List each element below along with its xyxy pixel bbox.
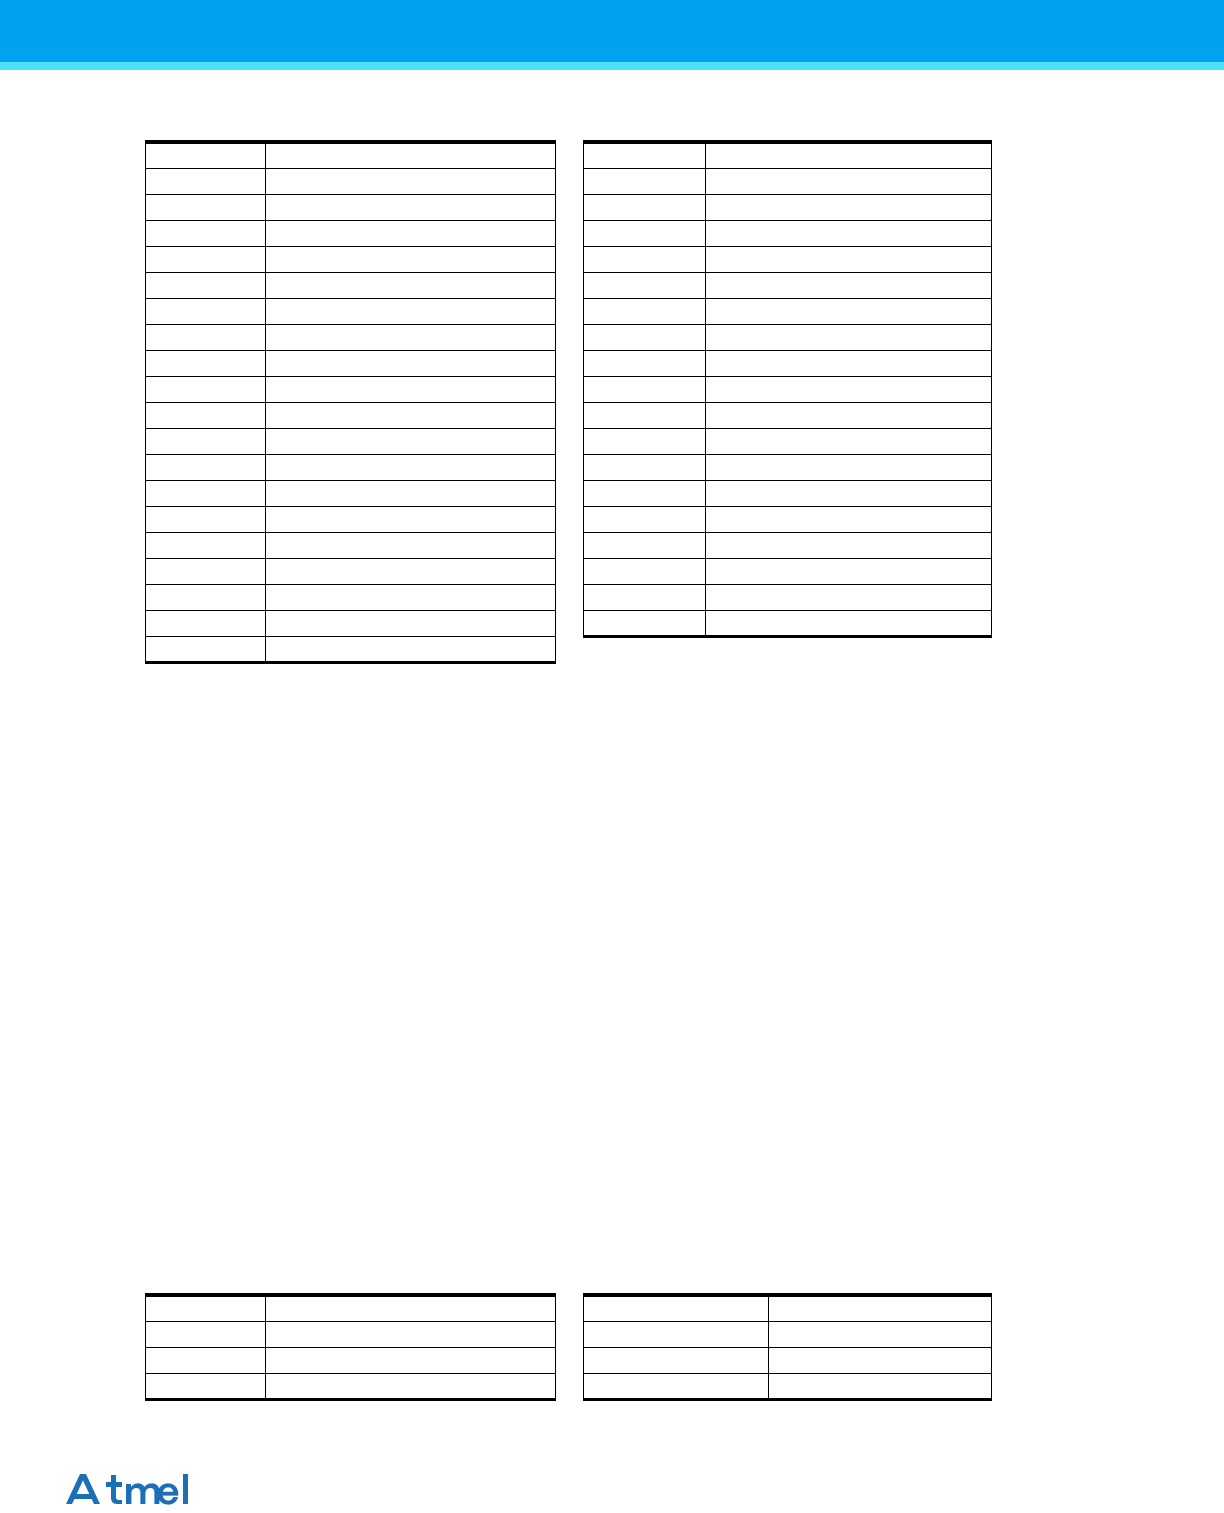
- table-cell: [146, 298, 266, 324]
- table-cell: [266, 350, 556, 376]
- table-cell: [266, 1373, 556, 1399]
- column-header: [146, 142, 266, 168]
- table-cell: [584, 402, 706, 428]
- table-cell: [769, 1321, 992, 1347]
- page-header-band: [0, 0, 1224, 62]
- table-cell: [266, 428, 556, 454]
- table-cell: [266, 168, 556, 194]
- table-cell: [146, 454, 266, 480]
- table-cell: [146, 506, 266, 532]
- table-row: [584, 376, 992, 402]
- table-row: [584, 272, 992, 298]
- table-lower-left: [145, 1293, 556, 1401]
- table-row: [146, 298, 556, 324]
- column-header: [584, 142, 706, 168]
- table-cell: [266, 480, 556, 506]
- column-header: [769, 1295, 992, 1321]
- table-cell: [266, 272, 556, 298]
- table-row: [146, 220, 556, 246]
- table-cell: [146, 376, 266, 402]
- table-row: [146, 1347, 556, 1373]
- table-row: [146, 402, 556, 428]
- table-row: [584, 506, 992, 532]
- table-cell: [146, 1321, 266, 1347]
- column-header: [266, 142, 556, 168]
- table-row: [584, 1347, 992, 1373]
- table-cell: [706, 298, 992, 324]
- table-row: [146, 428, 556, 454]
- table-cell: [584, 168, 706, 194]
- table-row: [584, 610, 992, 636]
- table-cell: [706, 402, 992, 428]
- table-row: [146, 558, 556, 584]
- column-header: [706, 142, 992, 168]
- page-header-underline: [0, 62, 1224, 70]
- table-cell: [584, 376, 706, 402]
- table-cell: [266, 246, 556, 272]
- table-cell: [706, 168, 992, 194]
- table-row: [146, 376, 556, 402]
- table-cell: [584, 506, 706, 532]
- table-cell: [266, 194, 556, 220]
- table-cell: [769, 1373, 992, 1399]
- table-row: [146, 1321, 556, 1347]
- table-row: [584, 350, 992, 376]
- table-row: [584, 324, 992, 350]
- table-cell: [584, 246, 706, 272]
- table-body: [584, 168, 992, 636]
- table-cell: [584, 220, 706, 246]
- table-cell: [584, 272, 706, 298]
- table-row: [584, 1321, 992, 1347]
- table-cell: [266, 584, 556, 610]
- table-cell: [266, 298, 556, 324]
- table-cell: [584, 610, 706, 636]
- table-row: [146, 1373, 556, 1399]
- atmel-logo: [62, 1470, 192, 1510]
- table-cell: [266, 532, 556, 558]
- table-cell: [146, 1373, 266, 1399]
- table-row: [584, 584, 992, 610]
- table-row: [584, 1373, 992, 1399]
- table-row: [146, 454, 556, 480]
- table-cell: [706, 194, 992, 220]
- table-cell: [706, 428, 992, 454]
- table-cell: [146, 584, 266, 610]
- table-row: [584, 298, 992, 324]
- table-lower-right: [583, 1293, 992, 1401]
- table-row: [146, 272, 556, 298]
- table-row: [146, 636, 556, 662]
- table-row: [146, 324, 556, 350]
- table-cell: [146, 220, 266, 246]
- table-header-row: [146, 1295, 556, 1321]
- table-cell: [584, 1347, 769, 1373]
- table-cell: [706, 610, 992, 636]
- table-cell: [584, 298, 706, 324]
- table-cell: [266, 402, 556, 428]
- table-cell: [146, 324, 266, 350]
- table-cell: [706, 558, 992, 584]
- table-cell: [706, 376, 992, 402]
- table-cell: [266, 558, 556, 584]
- table-cell: [706, 246, 992, 272]
- table-cell: [146, 558, 266, 584]
- table-cell: [769, 1347, 992, 1373]
- table-row: [584, 402, 992, 428]
- table-cell: [706, 324, 992, 350]
- table-header-row: [146, 142, 556, 168]
- table-cell: [146, 272, 266, 298]
- table-row: [584, 558, 992, 584]
- table-cell: [266, 636, 556, 662]
- table-row: [146, 584, 556, 610]
- table-cell: [706, 454, 992, 480]
- table-cell: [146, 194, 266, 220]
- table-cell: [266, 220, 556, 246]
- table-cell: [146, 1347, 266, 1373]
- table-cell: [266, 610, 556, 636]
- table-cell: [584, 324, 706, 350]
- table-cell: [584, 584, 706, 610]
- table-cell: [266, 324, 556, 350]
- table-cell: [146, 402, 266, 428]
- table-cell: [146, 610, 266, 636]
- table-row: [584, 428, 992, 454]
- table-body: [584, 1321, 992, 1399]
- table-cell: [706, 506, 992, 532]
- table-row: [584, 480, 992, 506]
- table-row: [146, 610, 556, 636]
- table-cell: [584, 1321, 769, 1347]
- table-cell: [584, 454, 706, 480]
- table-cell: [584, 194, 706, 220]
- table-cell: [266, 454, 556, 480]
- table-header-row: [584, 142, 992, 168]
- table-cell: [146, 480, 266, 506]
- table-cell: [266, 1347, 556, 1373]
- table-cell: [584, 480, 706, 506]
- table-cell: [146, 428, 266, 454]
- table-body: [146, 168, 556, 662]
- table-cell: [706, 584, 992, 610]
- table-cell: [146, 350, 266, 376]
- table-row: [584, 194, 992, 220]
- table-cell: [584, 1373, 769, 1399]
- table-cell: [266, 376, 556, 402]
- table-row: [584, 168, 992, 194]
- table-row: [146, 480, 556, 506]
- table-cell: [146, 636, 266, 662]
- table-cell: [706, 272, 992, 298]
- table-cell: [266, 1321, 556, 1347]
- table-row: [146, 246, 556, 272]
- table-cell: [146, 168, 266, 194]
- table-row: [146, 532, 556, 558]
- column-header: [266, 1295, 556, 1321]
- table-row: [584, 220, 992, 246]
- table-cell: [584, 532, 706, 558]
- table-row: [146, 194, 556, 220]
- table-row: [584, 532, 992, 558]
- table-cell: [146, 532, 266, 558]
- table-cell: [706, 480, 992, 506]
- table-cell: [146, 246, 266, 272]
- table-upper-right: [583, 140, 992, 638]
- table-upper-left: [145, 140, 556, 664]
- table-cell: [706, 220, 992, 246]
- table-body: [146, 1321, 556, 1399]
- table-cell: [266, 506, 556, 532]
- table-cell: [584, 350, 706, 376]
- table-row: [146, 506, 556, 532]
- table-cell: [706, 532, 992, 558]
- table-row: [146, 168, 556, 194]
- table-cell: [706, 350, 992, 376]
- table-row: [146, 350, 556, 376]
- table-cell: [584, 428, 706, 454]
- column-header: [584, 1295, 769, 1321]
- column-header: [146, 1295, 266, 1321]
- table-header-row: [584, 1295, 992, 1321]
- table-row: [584, 454, 992, 480]
- table-row: [584, 246, 992, 272]
- table-cell: [584, 558, 706, 584]
